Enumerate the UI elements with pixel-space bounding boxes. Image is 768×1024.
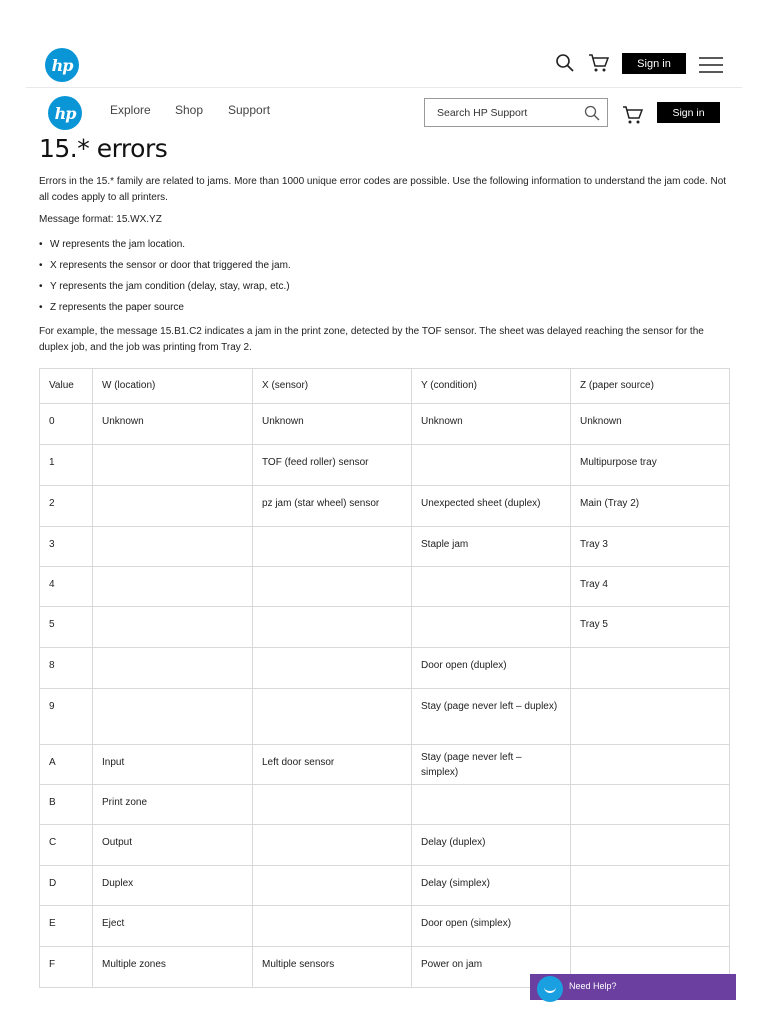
table-cell (93, 648, 253, 689)
table-cell (253, 567, 412, 607)
table-cell (93, 527, 253, 567)
table-cell (571, 866, 730, 906)
table-cell: E (40, 906, 93, 947)
table-header-cell: Y (condition) (412, 369, 571, 404)
table-cell: TOF (feed roller) sensor (253, 445, 412, 486)
cart-icon[interactable] (588, 53, 610, 73)
table-cell: Unknown (571, 404, 730, 445)
table-cell (571, 825, 730, 866)
table-header-cell: W (location) (93, 369, 253, 404)
table-cell: Tray 3 (571, 527, 730, 567)
table-cell: 3 (40, 527, 93, 567)
table-cell: Tray 4 (571, 567, 730, 607)
table-header-cell: Z (paper source) (571, 369, 730, 404)
table-header-cell: X (sensor) (253, 369, 412, 404)
table-cell (571, 689, 730, 745)
table-cell (253, 527, 412, 567)
table-cell: D (40, 866, 93, 906)
search-icon[interactable] (555, 53, 575, 73)
table-cell: A (40, 745, 93, 785)
table-cell: Unknown (93, 404, 253, 445)
jam-code-table (39, 368, 730, 988)
table-cell: Left door sensor (253, 745, 412, 785)
search-icon[interactable] (584, 105, 600, 121)
need-help-label: Need Help? (569, 981, 617, 991)
table-header-cell: Value (40, 369, 93, 404)
table-cell: Main (Tray 2) (571, 486, 730, 527)
table-cell: Duplex (93, 866, 253, 906)
table-cell (93, 607, 253, 648)
table-cell: Multipurpose tray (571, 445, 730, 486)
table-cell: Tray 5 (571, 607, 730, 648)
table-cell: Multiple sensors (253, 947, 412, 988)
table-cell: Eject (93, 906, 253, 947)
table-cell: Multiple zones (93, 947, 253, 988)
table-row (40, 445, 730, 486)
table-row (40, 689, 730, 745)
table-cell: Door open (duplex) (412, 648, 571, 689)
table-cell: Unexpected sheet (duplex) (412, 486, 571, 527)
table-row (40, 404, 730, 445)
support-nav (26, 90, 742, 130)
table-cell (253, 607, 412, 648)
table-cell: Door open (simplex) (412, 906, 571, 947)
table-row (40, 785, 730, 825)
table-cell: Stay (page never left – duplex) (412, 689, 571, 745)
table-row (40, 866, 730, 906)
table-cell: 0 (40, 404, 93, 445)
list-item: • X represents the sensor or door that triggered the jam. (39, 258, 729, 279)
article (39, 130, 729, 970)
table-cell: C (40, 825, 93, 866)
table-cell (253, 689, 412, 745)
message-format: Message format: 15.WX.YZ (39, 214, 162, 225)
table-cell (93, 445, 253, 486)
table-cell: 2 (40, 486, 93, 527)
table-cell (412, 785, 571, 825)
hp-logo[interactable]: hp (48, 96, 82, 130)
hp-logo[interactable]: hp (45, 48, 79, 82)
need-help-widget[interactable] (530, 974, 736, 1000)
table-cell (253, 906, 412, 947)
table-cell (412, 445, 571, 486)
table-cell (571, 648, 730, 689)
sign-in-button[interactable]: Sign in (622, 53, 686, 74)
list-item: • Y represents the jam condition (delay, stay, wrap, etc.) (39, 279, 729, 300)
table-cell (412, 567, 571, 607)
list-item: • W represents the jam location. (39, 237, 729, 258)
table-cell (93, 689, 253, 745)
table-row (40, 648, 730, 689)
table-cell (253, 648, 412, 689)
table-cell: Delay (simplex) (412, 866, 571, 906)
table-cell (253, 825, 412, 866)
table-cell: Print zone (93, 785, 253, 825)
example-paragraph: For example, the message 15.B1.C2 indicates a jam in the print zone, detected by the TOF sensor. The sheet was delayed reaching the sensor for the duplex job, and the job was printing from Tray 2. (39, 326, 704, 353)
page-title: 15.* errors (39, 134, 168, 163)
table-row (40, 567, 730, 607)
table-cell: 9 (40, 689, 93, 745)
list-item: • Z represents the paper source (39, 300, 729, 321)
table-cell: Stay (page never left – simplex) (412, 745, 571, 785)
table-cell (571, 745, 730, 785)
table-row (40, 527, 730, 567)
table-cell: Output (93, 825, 253, 866)
table-cell (253, 785, 412, 825)
table-cell (93, 486, 253, 527)
table-cell: 8 (40, 648, 93, 689)
table-cell: Input (93, 745, 253, 785)
table-cell: F (40, 947, 93, 988)
table-row (40, 607, 730, 648)
table-cell: 5 (40, 607, 93, 648)
sign-in-button[interactable]: Sign in (657, 102, 720, 123)
table-cell: pz jam (star wheel) sensor (253, 486, 412, 527)
nav-support[interactable]: Support (228, 103, 271, 117)
search-input[interactable] (425, 99, 575, 126)
table-cell (93, 567, 253, 607)
nav-explore[interactable]: Explore (110, 103, 151, 117)
chat-icon (537, 976, 563, 1002)
table-cell: Staple jam (412, 527, 571, 567)
table-cell: Unknown (253, 404, 412, 445)
code-legend-list (39, 237, 729, 321)
table-cell (412, 607, 571, 648)
support-search (424, 98, 608, 127)
table-cell (571, 785, 730, 825)
table-cell: Power on jam (412, 947, 571, 988)
table-cell: 1 (40, 445, 93, 486)
table-row (40, 825, 730, 866)
intro-paragraph: Errors in the 15.* family are related to jams. More than 1000 unique error codes are possible. Use the following information to understand the jam code. Not all codes apply to all printers. (39, 176, 727, 203)
nav-shop[interactable]: Shop (175, 103, 204, 117)
table-cell (571, 906, 730, 947)
table-row (40, 745, 730, 785)
table-row (40, 906, 730, 947)
hamburger-menu-icon[interactable] (699, 57, 723, 73)
table-cell (253, 866, 412, 906)
table-header-row (40, 369, 730, 404)
table-row (40, 486, 730, 527)
table-cell: Delay (duplex) (412, 825, 571, 866)
top-header (26, 36, 742, 88)
table-cell: 4 (40, 567, 93, 607)
table-cell: B (40, 785, 93, 825)
cart-icon[interactable] (622, 105, 644, 125)
table-cell: Unknown (412, 404, 571, 445)
